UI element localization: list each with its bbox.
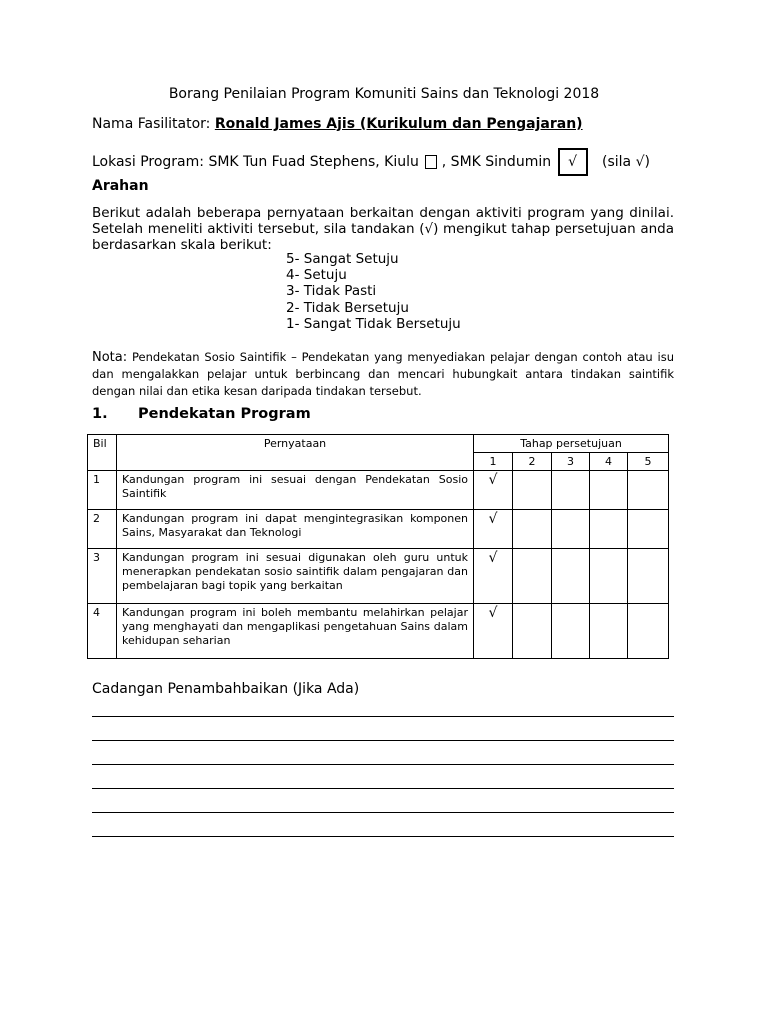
rating-table [87,434,669,659]
row-bil: 4 [88,604,117,659]
scale-item-5: 5- Sangat Setuju [286,251,399,267]
rating-cell[interactable] [590,471,628,510]
row-statement: Kandungan program ini sesuai dengan Pendekatan Sosio Saintifik [117,471,474,510]
location-option-kiulu: SMK Tun Fuad Stephens, Kiulu [208,154,419,170]
rating-cell[interactable] [552,549,590,604]
row-statement: Kandungan program ini dapat mengintegrasikan komponen Sains, Masyarakat dan Teknologi [117,510,474,549]
row-bil: 2 [88,510,117,549]
facilitator-label: Nama Fasilitator: [92,116,211,132]
instructions-heading: Arahan [92,178,149,194]
facilitator-name: Ronald James Ajis (Kurikulum dan Pengajaran) [214,116,583,132]
facilitator-line [92,116,583,132]
col-scale-header: Tahap persetujuan [474,435,669,453]
suggestion-line[interactable] [92,812,674,813]
rating-cell[interactable] [552,471,590,510]
rating-cell[interactable] [590,604,628,659]
rating-cell[interactable]: √ [474,604,513,659]
suggestion-line[interactable] [92,788,674,789]
rating-cell[interactable]: √ [474,471,513,510]
scale-col-1: 1 [474,453,513,471]
suggestion-line[interactable] [92,836,674,837]
scale-col-4: 4 [590,453,628,471]
location-sindumin-checkbox[interactable]: √ [558,148,588,176]
rating-cell[interactable] [628,471,669,510]
form-title: Borang Penilaian Program Komuniti Sains dan Teknologi 2018 [168,86,600,102]
rating-cell[interactable] [513,549,552,604]
location-hint: (sila √) [602,154,650,170]
row-statement: Kandungan program ini sesuai digunakan oleh guru untuk menerapkan pendekatan sosio saintifik dalam pengajaran dan pembelajaran bagi topik yang berkaitan [117,549,474,604]
instructions-body: Berikut adalah beberapa pernyataan berkaitan dengan aktiviti program yang dinilai. Setelah meneliti aktiviti tersebut, sila tandakan (√) mengikut tahap persetujuan anda berdasarkan skala berikut: [92,205,674,253]
location-kiulu-checkbox[interactable] [425,155,437,169]
section-title: Pendekatan Program [138,406,311,422]
location-option-sindumin: , SMK Sindumin [441,154,552,170]
rating-cell[interactable] [552,604,590,659]
note-text: Pendekatan Sosio Saintifik – Pendekatan yang menyediakan pelajar dengan contoh atau isu dan mengalakkan pelajar untuk berbincang dan mencari hubungkait antara tindakan saintifik dengan nilai dan etika kesan daripada tindakan tersebut. [92,350,675,398]
section-heading [92,406,311,422]
rating-cell[interactable] [628,510,669,549]
rating-cell[interactable]: √ [474,549,513,604]
rating-cell[interactable] [552,510,590,549]
rating-cell[interactable] [628,604,669,659]
scale-item-4: 4- Setuju [286,267,347,284]
section-number: 1. [92,406,108,422]
scale-item-2: 2- Tidak Bersetuju [286,299,409,316]
row-bil: 1 [88,471,117,510]
rating-cell[interactable] [590,510,628,549]
scale-col-2: 2 [513,453,552,471]
note-label: Nota: [92,350,128,365]
scale-item-1: 1- Sangat Tidak Bersetuju [286,315,461,332]
table-row [88,604,669,659]
col-bil-header: Bil [88,435,117,471]
scale-item-3: 3- Tidak Pasti [286,283,377,300]
rating-cell[interactable]: √ [474,510,513,549]
location-line [92,148,650,176]
rating-cell[interactable] [513,471,552,510]
table-row [88,549,669,604]
note-paragraph [92,349,674,400]
suggestion-line[interactable] [92,764,674,765]
scale-col-3: 3 [552,453,590,471]
suggestion-line[interactable] [92,716,674,717]
location-label: Lokasi Program: [92,154,204,170]
rating-cell[interactable] [513,604,552,659]
suggestions-label: Cadangan Penambahbaikan (Jika Ada) [92,681,360,697]
row-statement: Kandungan program ini boleh membantu melahirkan pelajar yang menghayati dan mengaplikasi pengetahuan Sains dalam kehidupan seharian [117,604,474,659]
rating-cell[interactable] [628,549,669,604]
rating-cell[interactable] [513,510,552,549]
row-bil: 3 [88,549,117,604]
scale-col-5: 5 [628,453,669,471]
suggestion-line[interactable] [92,740,674,741]
table-header-row [88,435,669,453]
rating-cell[interactable] [590,549,628,604]
table-row [88,471,669,510]
col-statement-header: Pernyataan [117,435,474,471]
scale-list [286,251,461,332]
table-row [88,510,669,549]
